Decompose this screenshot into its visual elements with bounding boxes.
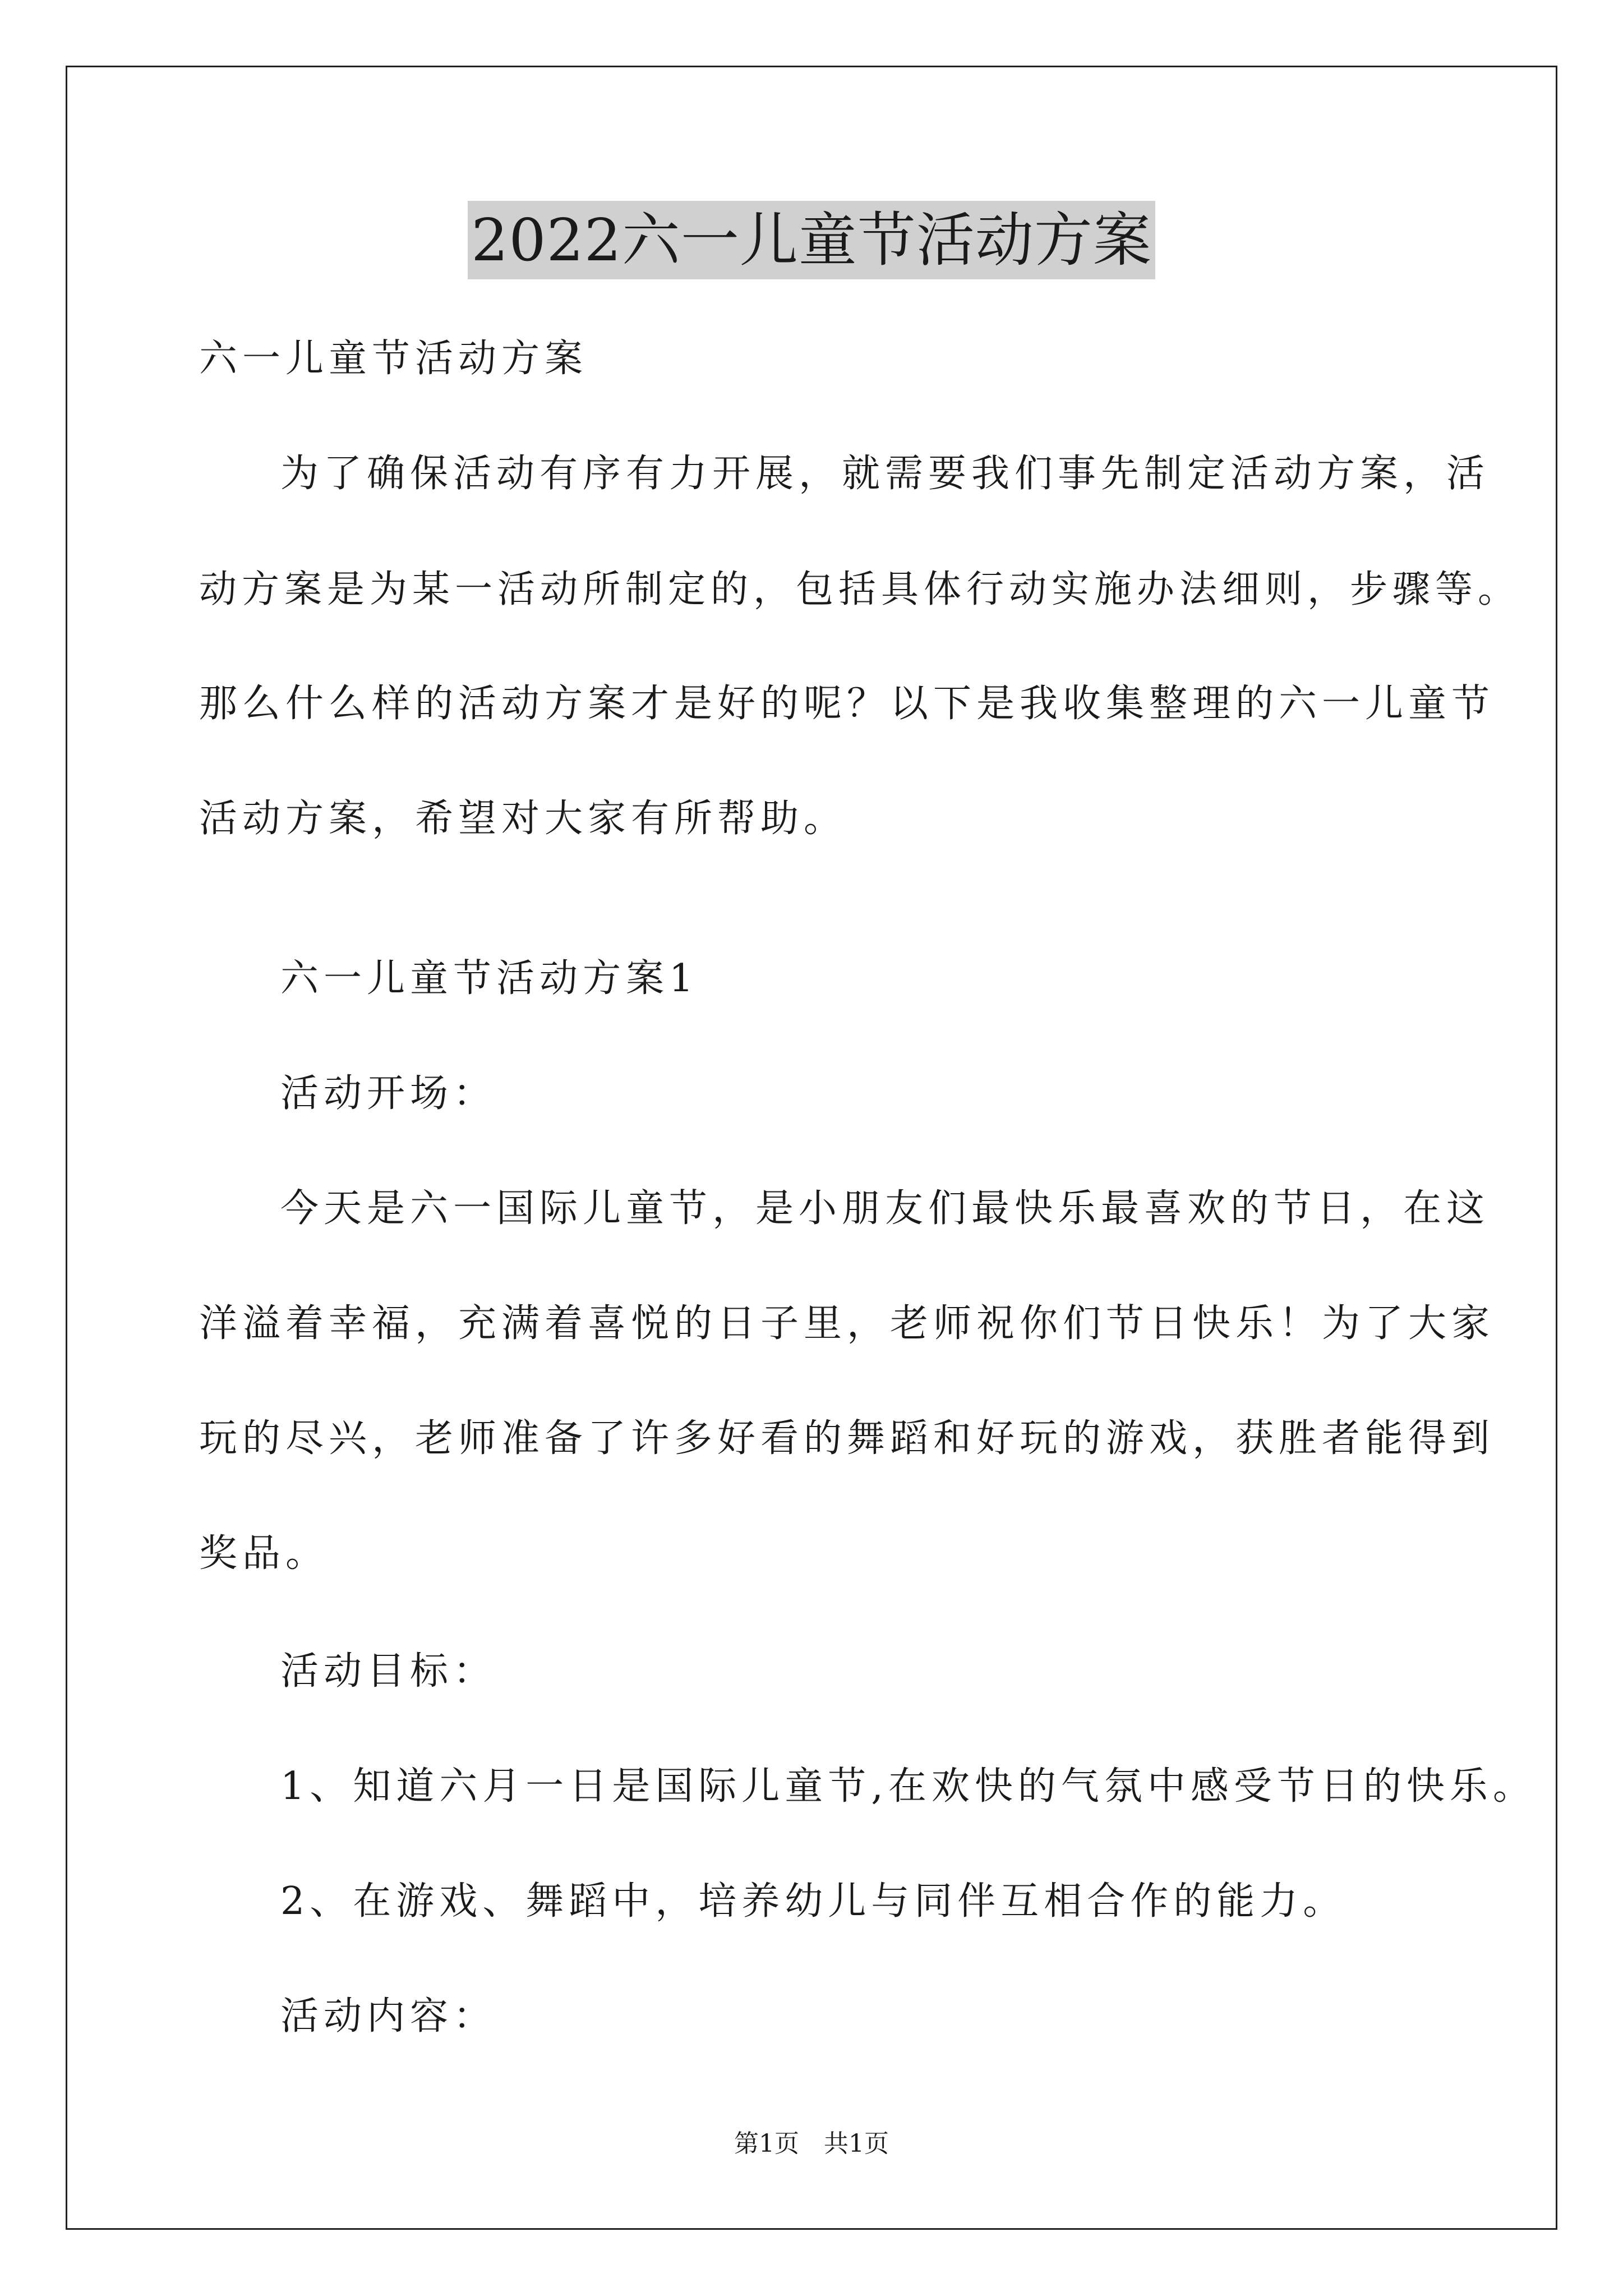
subheading-activity-goals: 活动目标：	[280, 1649, 497, 1694]
paragraph-line: 奖品。	[199, 1531, 329, 1576]
paragraph-line: 今天是六一国际儿童节，是小朋友们最快乐最喜欢的节日，在这	[280, 1186, 1490, 1231]
list-item-goal-2: 2、在游戏、舞蹈中，培养幼儿与同伴互相合作的能力。	[280, 1879, 1347, 1924]
doc-subtitle: 六一儿童节活动方案	[199, 337, 588, 381]
subheading-activity-content: 活动内容：	[280, 1994, 497, 2039]
section-heading: 六一儿童节活动方案1	[280, 956, 699, 1001]
page-footer: 第1页 共1页	[734, 2129, 889, 2158]
paragraph-line: 动方案是为某一活动所制定的，包括具体行动实施办法细则，步骤等。	[199, 567, 1520, 611]
paragraph-line: 那么什么样的活动方案才是好的呢？以下是我收集整理的六一儿童节	[199, 682, 1495, 726]
paragraph-line: 活动方案，希望对大家有所帮助。	[199, 797, 847, 841]
list-item-goal-1: 1、知道六月一日是国际儿童节,在欢快的气氛中感受节日的快乐。	[280, 1764, 1536, 1809]
paragraph-line: 为了确保活动有序有力开展，就需要我们事先制定活动方案，活	[280, 452, 1490, 496]
title-container	[0, 201, 1623, 279]
document-title: 2022六一儿童节活动方案	[468, 201, 1155, 279]
paragraph-line: 玩的尽兴，老师准备了许多好看的舞蹈和好玩的游戏，获胜者能得到	[199, 1416, 1495, 1461]
subheading-activity-opening: 活动开场：	[280, 1071, 497, 1116]
paragraph-line: 洋溢着幸福，充满着喜悦的日子里，老师祝你们节日快乐！为了大家	[199, 1301, 1495, 1346]
